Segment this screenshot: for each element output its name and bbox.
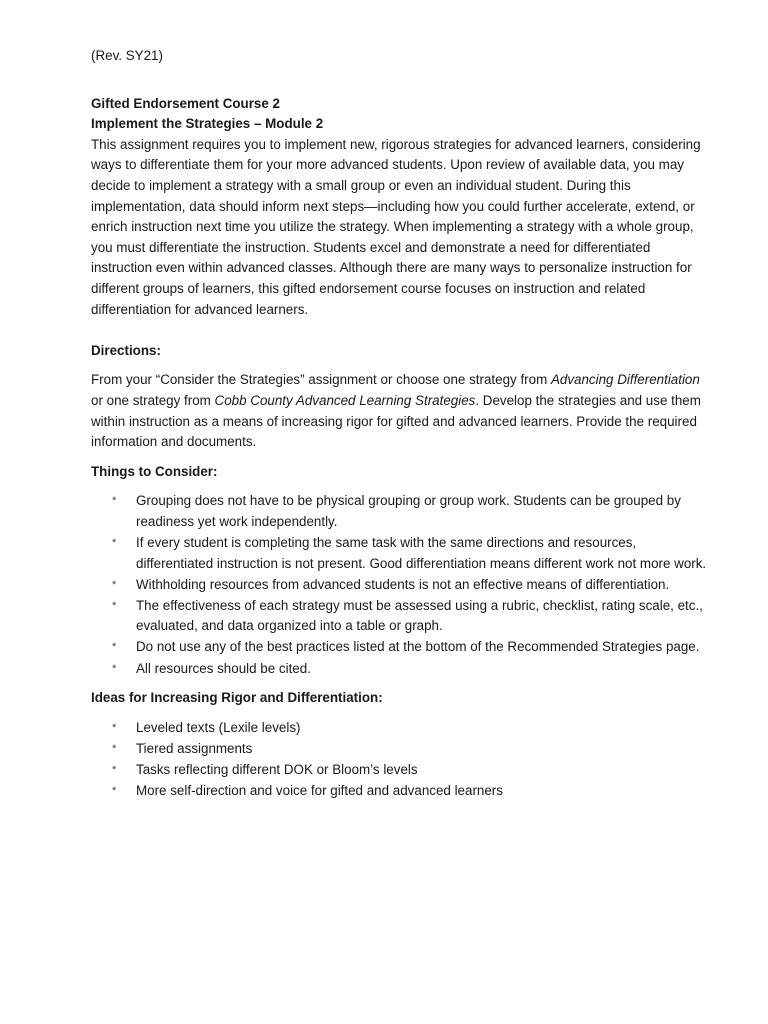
list-item-text: If every student is completing the same task with the same directions and resources, differentiated instruction is not present. Good differentiation means different work not more work. <box>136 534 707 571</box>
list-item <box>91 596 708 637</box>
directions-heading: Directions: <box>91 342 161 358</box>
list-item-text: Leveled texts (Lexile levels) <box>136 719 301 735</box>
list-item-text: Withholding resources from advanced students is not an effective means of differentiation. <box>136 576 670 592</box>
bullet-star-icon: * <box>112 536 117 549</box>
ideas-heading: Ideas for Increasing Rigor and Differentiation: <box>91 690 383 706</box>
bullet-star-icon: * <box>112 763 117 776</box>
list-item <box>91 760 708 781</box>
list-item <box>91 491 708 532</box>
bullet-star-icon: * <box>112 641 117 654</box>
list-item-text: Do not use any of the best practices listed at the bottom of the Recommended Strategies page. <box>136 639 700 655</box>
directions-paragraph <box>91 370 708 452</box>
list-item <box>91 739 708 760</box>
revision-label: (Rev. SY21) <box>91 48 163 63</box>
course-title: Gifted Endorsement Course 2 <box>91 95 280 111</box>
directions-text-3: . Develop the strategies and use them within instruction as a means of increasing rigor for gifted and advanced learners. Provide the required information and documents. <box>91 392 701 450</box>
directions-title-cobb-county: Cobb County Advanced Learning Strategies <box>214 392 476 408</box>
consider-heading: Things to Consider: <box>91 463 218 479</box>
ideas-list <box>91 718 708 802</box>
bullet-star-icon: * <box>112 742 117 755</box>
bullet-star-icon: * <box>112 662 117 675</box>
list-item <box>91 781 708 802</box>
bullet-star-icon: * <box>112 578 117 591</box>
intro-paragraph: This assignment requires you to implement new, rigorous strategies for advanced learners, considering ways to differentiate them for your more advanced students. Upon review of available data, you may decide to implement a strategy with a small group or even an individual student. During this implementation, data should inform next steps—including how you could further accelerate, extend, or enrich instruction next time you utilize the strategy. When implementing a strategy with a whole group, you must differentiate the instruction. Students excel and demonstrate a need for differentiated instruction even within advanced classes. Although there are many ways to personalize instruction for different groups of learners, this gifted endorsement course focuses on instruction and related differentiation for advanced learners. <box>91 136 701 317</box>
list-item-text: All resources should be cited. <box>136 660 311 676</box>
directions-text-1: From your “Consider the Strategies” assignment or choose one strategy from <box>91 372 551 388</box>
list-item-text: The effectiveness of each strategy must be assessed using a rubric, checklist, rating scale, etc., evaluated, and data organized into a table or graph. <box>136 597 703 634</box>
bullet-star-icon: * <box>112 721 117 734</box>
list-item-text: Tiered assignments <box>136 740 253 756</box>
directions-title-advancing-differentiation: Advancing Differentiation <box>550 372 700 388</box>
list-item <box>91 637 708 658</box>
list-item-text: More self-direction and voice for gifted and advanced learners <box>136 782 503 798</box>
bullet-star-icon: * <box>112 784 117 797</box>
bullet-star-icon: * <box>112 495 117 508</box>
list-item-text: Tasks reflecting different DOK or Bloom’s levels <box>136 761 418 777</box>
spacer <box>91 320 708 341</box>
list-item-text: Grouping does not have to be physical grouping or group work. Students can be grouped by readiness yet work independently. <box>136 493 681 529</box>
list-item <box>91 575 708 596</box>
list-item <box>91 533 708 574</box>
directions-text-2: or one strategy from <box>91 392 215 408</box>
consider-list <box>91 491 708 679</box>
module-title: Implement the Strategies – Module 2 <box>91 116 324 132</box>
list-item <box>91 659 708 680</box>
list-item <box>91 718 708 739</box>
bullet-star-icon: * <box>112 599 117 612</box>
